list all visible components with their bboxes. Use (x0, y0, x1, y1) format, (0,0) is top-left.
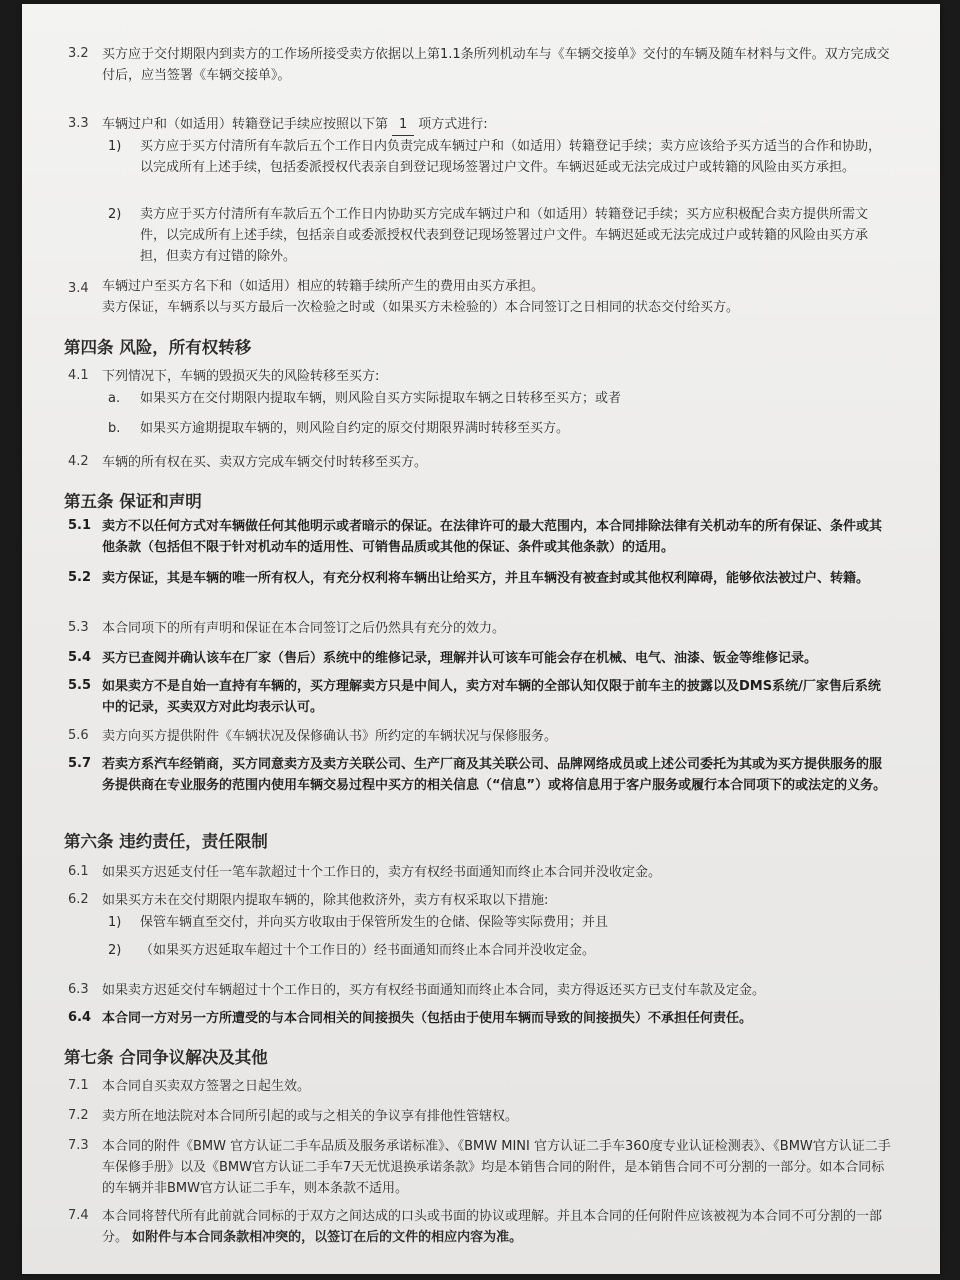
item-letter: a. (108, 391, 121, 406)
clause-number: 7.3 (68, 1138, 89, 1153)
clause-text: 本合同项下的所有声明和保证在本合同签订之后仍然具有充分的效力。 (102, 621, 506, 636)
item-text: 如果买方逾期提取车辆的，则风险自约定的原交付期限界满时转移至买方。 (140, 421, 570, 436)
clause-text (102, 1206, 892, 1248)
clause-number: 6.3 (68, 982, 89, 997)
clause-number: 6.4 (68, 1010, 92, 1025)
item-number: 2) (108, 943, 122, 958)
section-heading-4: 第四条 风险，所有权转移 (64, 338, 252, 357)
clause-number: 5.7 (68, 756, 92, 771)
clause-text: 本合同的附件《BMW 官方认证二手车品质及服务承诺标准》、《BMW MINI 官方认证二手车360度专业认证检测表》、《BMW官方认证二手车保修手册》以及《BMW官方认证二手车7天无忧退换承诺条款》均是本销售合同的附件，是本销售合同不可分割的一部分。如本合同标的车辆并非BMW官方认证二手车，则本条款不适用。 (102, 1139, 891, 1196)
clause-number: 3.2 (68, 46, 89, 61)
clause-text-line1: 车辆过户至买方名下和（如适用）相应的转籍手续所产生的费用由买方承担。 (102, 279, 545, 294)
clause-text: 如果卖方不是自始一直持有车辆的，买方理解卖方只是中间人，卖方对车辆的全部认知仅限于前车主的披露以及DMS系统/厂家售后系统中的记录，买卖双方对此均表示认可。 (102, 679, 881, 715)
section-heading-6: 第六条 违约责任，责任限制 (64, 832, 268, 851)
clause-text-part: 本合同将替代所有此前就合同标的于双方之间达成的口头或书面的协议或理解。并且本合同的任何附件应该被视为本合同不可分割的一部分。 (102, 1209, 883, 1245)
clause-text: 卖方不以任何方式对车辆做任何其他明示或者暗示的保证。在法律许可的最大范围内，本合同排除法律有关机动车的所有保证、条件或其他条款（包括但不限于针对机动车的适用性、可销售品质或其他的保证、条件或其他条款）的适用。 (102, 519, 883, 555)
clause-number: 4.2 (68, 454, 89, 469)
item-number: 2) (108, 207, 122, 222)
clause-number: 6.2 (68, 892, 89, 907)
clause-text: 如果卖方迟延交付车辆超过十个工作日的，买方有权经书面通知而终止本合同，卖方得返还买方已支付车款及定金。 (102, 983, 766, 998)
clause-number: 3.4 (68, 281, 89, 296)
clause-number: 3.3 (68, 116, 89, 131)
clause-number: 4.1 (68, 368, 89, 383)
clause-number: 5.4 (68, 650, 92, 665)
item-letter: b. (108, 421, 121, 436)
clause-number: 5.2 (68, 570, 92, 585)
item-text: 保管车辆直至交付，并向买方收取由于保管所发生的仓储、保险等实际费用；并且 (140, 915, 609, 930)
clause-text: 卖方所在地法院对本合同所引起的或与之相关的争议享有排他性管辖权。 (102, 1109, 519, 1124)
item-text: 买方应于买方付清所有车款后五个工作日内负责完成车辆过户和（如适用）转籍登记手续；卖方应该给予买方适当的合作和协助，以完成所有上述手续，包括委派授权代表亲自到登记现场签署过户文件。车辆迟延或无法完成过户或转籍的风险由买方承担。 (140, 139, 882, 175)
item-text: （如果买方迟延取车超过十个工作日的）经书面通知而终止本合同并没收定金。 (140, 943, 596, 958)
clause-number: 7.1 (68, 1078, 89, 1093)
clause-number: 5.3 (68, 620, 89, 635)
clause-text-part: 车辆过户和（如适用）转籍登记手续应按照以下第 (102, 117, 389, 132)
clause-number: 5.6 (68, 728, 89, 743)
clause-text: 如果买方未在交付期限内提取车辆的，除其他救济外，卖方有权采取以下措施: (102, 893, 549, 908)
contract-page (22, 4, 940, 1274)
clause-text-bold-part: 如附件与本合同条款相冲突的，以签订在后的文件的相应内容为准。 (132, 1230, 523, 1245)
clause-text: 买方应于交付期限内到卖方的工作场所接受卖方依据以上第1.1条所列机动车与《车辆交接单》交付的车辆及随车材料与文件。双方完成交付后，应当签署《车辆交接单》。 (102, 47, 890, 83)
clause-text: 卖方保证，其是车辆的唯一所有权人，有充分权利将车辆出让给买方，并且车辆没有被查封或其他权利障碍，能够依法被过户、转籍。 (102, 571, 870, 586)
section-heading-5: 第五条 保证和声明 (64, 492, 202, 511)
item-text: 如果买方在交付期限内提取车辆，则风险自买方实际提取车辆之日转移至买方；或者 (140, 391, 622, 406)
item-number: 1) (108, 139, 122, 154)
clause-text: 本合同自买卖双方签署之日起生效。 (102, 1079, 311, 1094)
clause-number: 7.4 (68, 1208, 89, 1223)
clause-number: 5.5 (68, 678, 92, 693)
clause-number: 5.1 (68, 518, 92, 533)
item-text: 卖方应于买方付清所有车款后五个工作日内协助买方完成车辆过户和（如适用）转籍登记手续；买方应积极配合卖方提供所需文件，以完成所有上述手续，包括亲自或委派授权代表到登记现场签署过户文件。车辆迟延或无法完成过户或转籍的风险由买方承担，但卖方有过错的除外。 (140, 207, 869, 264)
section-heading-7: 第七条 合同争议解决及其他 (64, 1048, 268, 1067)
item-number: 1) (108, 915, 122, 930)
clause-text-part: 项方式进行: (418, 117, 488, 132)
clause-text: 车辆的所有权在买、卖双方完成车辆交付时转移至买方。 (102, 455, 428, 470)
clause-number: 6.1 (68, 864, 89, 879)
clause-text: 若卖方系汽车经销商，买方同意卖方及卖方关联公司、生产厂商及其关联公司、品牌网络成员或上述公司委托为其或为买方提供服务的服务提供商在专业服务的范围内使用车辆交易过程中买方的相关信息（“信息”）或将信息用于客户服务或履行本合同项下的或法定的义务。 (102, 757, 887, 793)
option-blank: 1 (392, 114, 414, 136)
clause-text: 买方已查阅并确认该车在厂家（售后）系统中的维修记录，理解并认可该车可能会存在机械、电气、油漆、钣金等维修记录。 (102, 651, 818, 666)
clause-text: 如果买方迟延支付任一笔车款超过十个工作日的，卖方有权经书面通知而终止本合同并没收定金。 (102, 865, 662, 880)
clause-text-line2: 卖方保证，车辆系以与买方最后一次检验之时或（如果买方未检验的）本合同签订之日相同的状态交付给买方。 (102, 300, 740, 315)
clause-number: 7.2 (68, 1108, 89, 1123)
clause-text: 卖方向买方提供附件《车辆状况及保修确认书》所约定的车辆状况与保修服务。 (102, 729, 558, 744)
clause-text (102, 114, 892, 136)
clause-text: 本合同一方对另一方所遭受的与本合同相关的间接损失（包括由于使用车辆而导致的间接损失）不承担任何责任。 (102, 1011, 753, 1026)
clause-text: 下列情况下，车辆的毁损灭失的风险转移至买方: (102, 369, 380, 384)
